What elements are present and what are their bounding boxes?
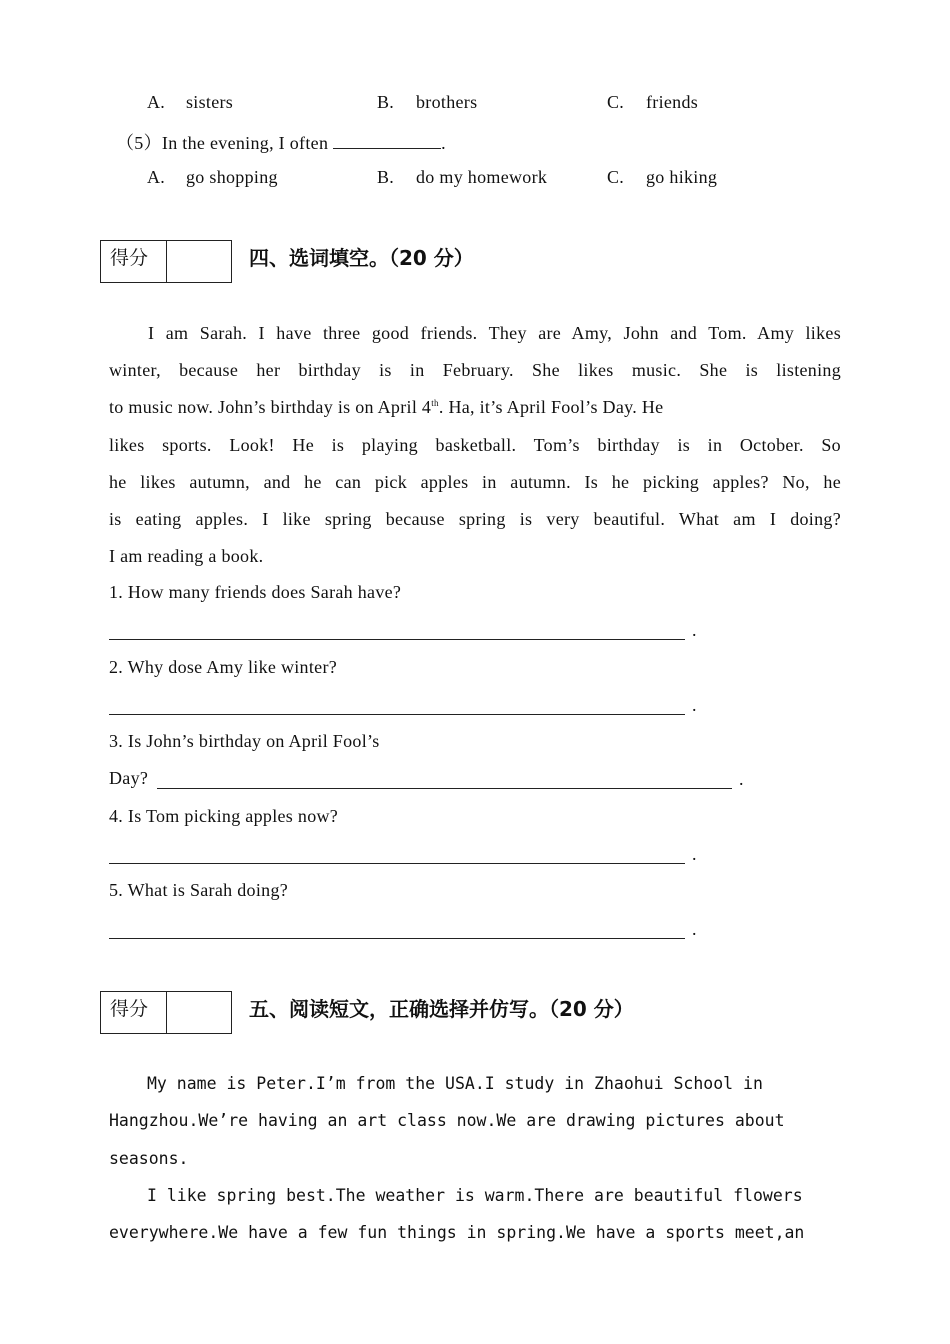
q5-prompt: （5）In the evening, I often . [116,133,446,153]
answer-period: . [692,620,697,640]
q4-option-a[interactable]: A. sisters [147,92,234,112]
q5-option-a[interactable]: A. go shopping [147,167,278,187]
section5-passage-line: seasons. [109,1149,189,1168]
answer-period: . [692,695,697,715]
answer-line-4[interactable] [109,863,685,864]
section4-passage [109,315,841,575]
section5-passage-line: Hangzhou.We’re having an art class now.We are drawing pictures about [109,1111,785,1130]
q4-option-c[interactable]: C. friends [607,92,699,112]
answer-period: . [692,919,697,939]
answer-line-3[interactable] [157,788,732,789]
answer-period: . [739,769,744,789]
passage-line: I am Sarah. I have three good friends. They are Amy, John and Tom. Amy likes [148,323,841,343]
passage-line: winter, because her birthday is in February. She likes music. She is listening [109,360,841,381]
q5-option-b[interactable]: B. do my homework [377,167,548,187]
question-1: 1. How many friends does Sarah have? [109,582,402,602]
passage-line: likes sports. Look! He is playing basketball. Tom’s birthday is in October. So [109,434,841,455]
section5-passage-line: I like spring best.The weather is warm.There are beautiful flowers [147,1186,803,1205]
answer-period: . [692,844,697,864]
question-3: 3. Is John’s birthday on April Fool’s [109,731,380,751]
section5-score-label: 得分 [101,992,167,1033]
section5-passage-line: everywhere.We have a few fun things in spring.We have a sports meet,an [109,1223,805,1242]
passage-line: is eating apples. I like spring because spring is very beautiful. What am I doing? [109,508,841,529]
passage-line: to music now. John’s birthday is on April 4th. Ha, it’s April Fool’s Day. He [109,397,664,418]
question-2: 2. Why dose Amy like winter? [109,657,338,677]
question-3-cont: Day? [109,768,149,788]
section5-passage-line: My name is Peter.I’m from the USA.I study in Zhaohui School in [147,1074,763,1093]
passage-line: he likes autumn, and he can pick apples in autumn. Is he picking apples? No, he [109,471,841,492]
section4-title: 四、选词填空。（20 分） [249,246,474,270]
answer-line-5[interactable] [109,938,685,939]
q5-blank[interactable] [333,132,441,149]
q5-option-c[interactable]: C. go hiking [607,167,718,187]
section4-score-box [100,240,232,283]
answer-line-1[interactable] [109,639,685,640]
answer-line-2[interactable] [109,714,685,715]
section4-score-label: 得分 [101,241,167,282]
section5-score-box [100,991,232,1034]
question-5: 5. What is Sarah doing? [109,880,289,900]
question-4: 4. Is Tom picking apples now? [109,806,339,826]
q4-option-b[interactable]: B. brothers [377,92,478,112]
section5-title: 五、阅读短文，正确选择并仿写。（20 分） [249,997,634,1021]
passage-line: I am reading a book. [109,546,264,567]
